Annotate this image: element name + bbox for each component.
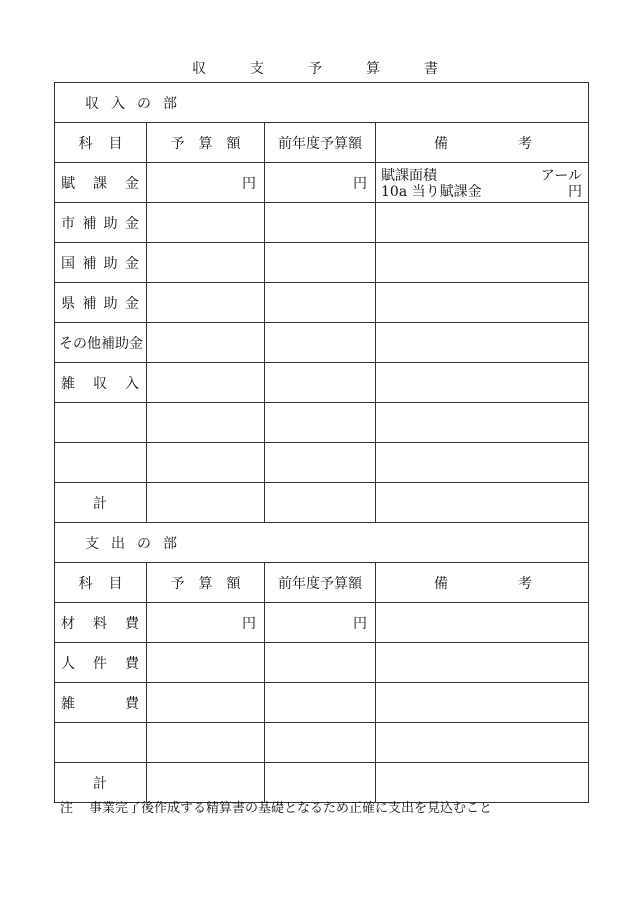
- expense-item-misc: 雑 費: [55, 683, 147, 723]
- income-budget-cell: [147, 443, 265, 483]
- expense-remark-cell: [376, 723, 589, 763]
- income-budget-cell: 円: [147, 163, 265, 203]
- expense-remark-cell: [376, 683, 589, 723]
- income-header-remarks: [376, 123, 589, 163]
- table-row: [55, 603, 589, 643]
- income-remark-cell: [376, 483, 589, 523]
- income-total-row: [55, 483, 589, 523]
- income-item-blank: [55, 403, 147, 443]
- income-remark-cell: [376, 163, 589, 203]
- income-header-budget: 予算額: [147, 123, 265, 163]
- expense-header-budget: 予算額: [147, 563, 265, 603]
- income-item-city-subsidy: 市 補 助 金: [55, 203, 147, 243]
- table-row: [55, 243, 589, 283]
- income-item-blank: [55, 443, 147, 483]
- income-prev-cell: [265, 323, 376, 363]
- income-prev-cell: [265, 363, 376, 403]
- table-row: [55, 723, 589, 763]
- expense-header-remarks: [376, 563, 589, 603]
- income-budget-cell: [147, 203, 265, 243]
- remark-rate-label: 10a 当り賦課金: [381, 184, 482, 200]
- income-remark-cell: [376, 243, 589, 283]
- income-header-row: [55, 123, 589, 163]
- table-row: [55, 323, 589, 363]
- income-budget-cell: [147, 283, 265, 323]
- income-remark-cell: [376, 203, 589, 243]
- expense-header-prev-budget: 前年度予算額: [265, 563, 376, 603]
- income-section-row: [55, 83, 589, 123]
- income-prev-cell: [265, 243, 376, 283]
- income-budget-cell: [147, 483, 265, 523]
- expense-section-row: [55, 523, 589, 563]
- income-prev-cell: [265, 483, 376, 523]
- footnote-mark: 注: [60, 801, 74, 816]
- expense-item-materials: 材 料 費: [55, 603, 147, 643]
- expense-budget-cell: [147, 683, 265, 723]
- footnote: [60, 797, 492, 816]
- table-row: [55, 683, 589, 723]
- income-budget-cell: [147, 403, 265, 443]
- budget-table: [54, 82, 589, 803]
- income-total-label: 計: [55, 483, 147, 523]
- income-item-fukakin: 賦 課 金: [55, 163, 147, 203]
- income-item-misc-income: 雑 収 入: [55, 363, 147, 403]
- expense-header-remarks-b: 考: [518, 575, 532, 592]
- expense-header-remarks-a: 備: [434, 575, 448, 592]
- page-title: 収支予算書: [192, 61, 482, 77]
- expense-remark-cell: [376, 603, 589, 643]
- expense-item-blank: [55, 723, 147, 763]
- remark-area-unit: アール: [540, 168, 582, 184]
- expense-budget-cell: [147, 643, 265, 683]
- expense-prev-cell: 円: [265, 603, 376, 643]
- table-row: [55, 403, 589, 443]
- expense-prev-cell: [265, 683, 376, 723]
- income-prev-cell: [265, 443, 376, 483]
- income-remark-cell: [376, 403, 589, 443]
- income-header-remarks-b: 考: [518, 135, 532, 152]
- income-header-remarks-a: 備: [434, 135, 448, 152]
- expense-section-label: 支出の部: [55, 523, 589, 563]
- remark-rate-unit: 円: [568, 184, 582, 200]
- expense-header-row: [55, 563, 589, 603]
- footnote-text: 事業完了後作成する精算書の基礎となるため正確に支出を見込むこと: [89, 801, 493, 816]
- table-row: [55, 283, 589, 323]
- income-prev-cell: [265, 203, 376, 243]
- income-remark-cell: [376, 363, 589, 403]
- table-row: [55, 203, 589, 243]
- table-row: [55, 163, 589, 203]
- income-budget-cell: [147, 323, 265, 363]
- income-item-prefecture-subsidy: 県 補 助 金: [55, 283, 147, 323]
- income-header-item: 科目: [55, 123, 147, 163]
- income-remark-cell: [376, 323, 589, 363]
- expense-budget-cell: [147, 723, 265, 763]
- income-prev-cell: [265, 403, 376, 443]
- expense-item-labor: 人 件 費: [55, 643, 147, 683]
- income-header-prev-budget: 前年度予算額: [265, 123, 376, 163]
- expense-remark-cell: [376, 643, 589, 683]
- expense-header-item: 科目: [55, 563, 147, 603]
- income-remark-cell: [376, 283, 589, 323]
- income-section-label: 収入の部: [55, 83, 589, 123]
- expense-prev-cell: [265, 723, 376, 763]
- income-item-national-subsidy: 国 補 助 金: [55, 243, 147, 283]
- expense-budget-cell: 円: [147, 603, 265, 643]
- income-prev-cell: [265, 283, 376, 323]
- table-row: [55, 443, 589, 483]
- table-row: [55, 363, 589, 403]
- income-item-other-subsidy: その他補助金: [55, 323, 147, 363]
- income-budget-cell: [147, 243, 265, 283]
- expense-prev-cell: [265, 643, 376, 683]
- table-row: [55, 643, 589, 683]
- income-budget-cell: [147, 363, 265, 403]
- remark-area-label: 賦課面積: [381, 168, 437, 184]
- income-prev-cell: 円: [265, 163, 376, 203]
- expense-total-label: 計: [55, 763, 147, 803]
- income-remark-cell: [376, 443, 589, 483]
